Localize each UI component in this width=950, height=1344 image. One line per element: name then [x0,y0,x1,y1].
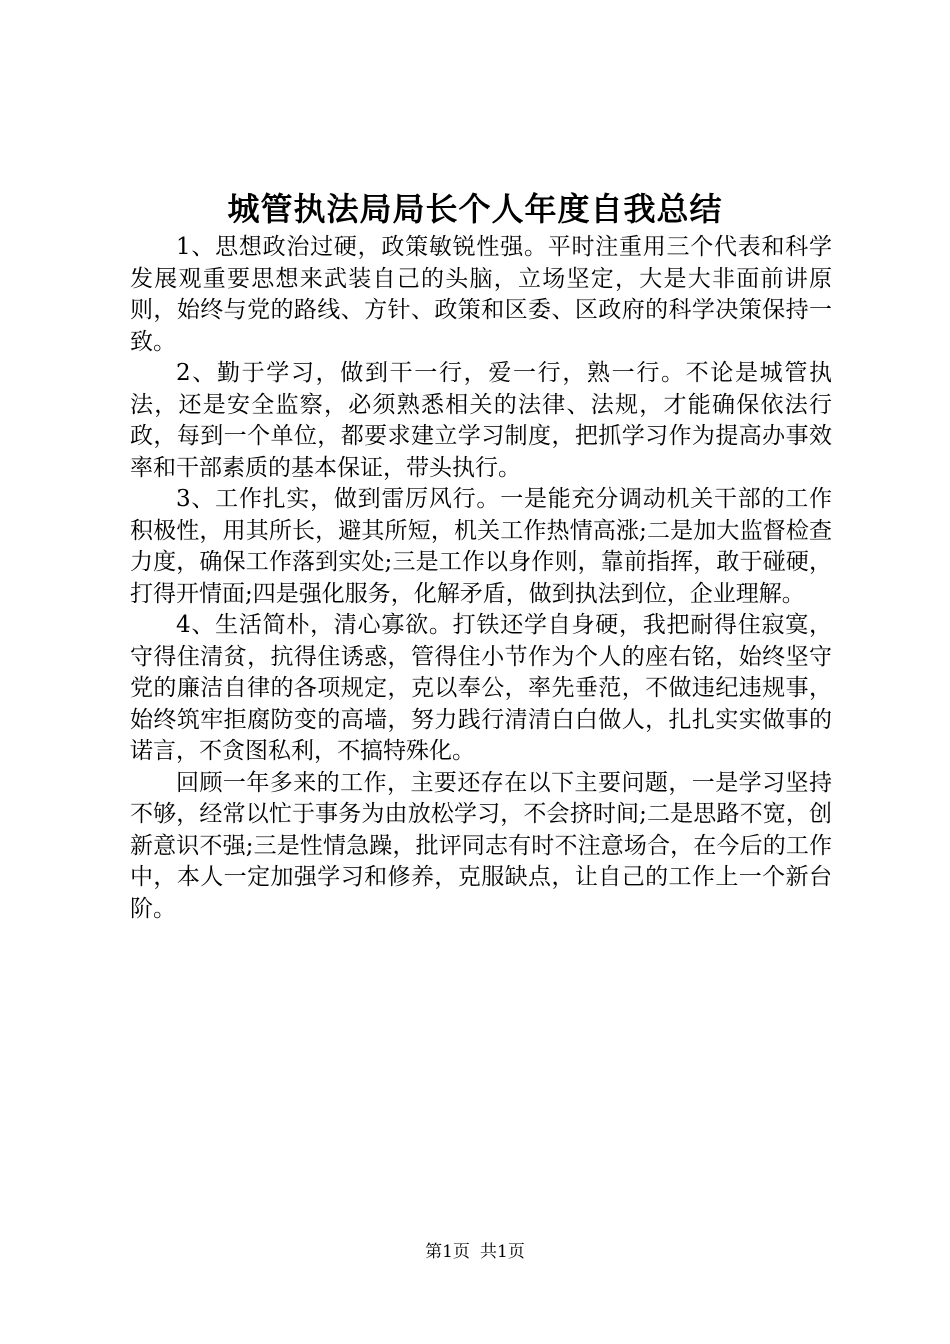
paragraph-4: 4、生活简朴，清心寡欲。打铁还学自身硬，我把耐得住寂寞，守得住清贫，抗得住诱惑，管得住小节作为个人的座右铭，始终坚守党的廉洁自律的各项规定，克以奉公，率先垂范，不做违纪违规事，始终筑牢拒腐防变的高墙，努力践行清清白白做人，扎扎实实做事的诺言，不贪图私利，不搞特殊化。 [130,612,832,764]
paragraph-5: 回顾一年多来的工作，主要还存在以下主要问题，一是学习坚持不够，经常以忙于事务为由放松学习，不会挤时间;二是思路不宽，创新意识不强;三是性情急躁，批评同志有时不注意场合，在今后的工作中，本人一定加强学习和修养，克服缺点，让自己的工作上一个新台阶。 [130,769,832,922]
page-footer [0,1240,950,1264]
page-number-current: 第1页 [425,1242,470,1262]
paragraph-3: 3、工作扎实，做到雷厉风行。一是能充分调动机关干部的工作积极性，用其所长，避其所短，机关工作热情高涨;二是加大监督检查力度，确保工作落到实处;三是工作以身作则，靠前指挥，敢于碰硬，打得开情面;四是强化服务，化解矛盾，做到执法到位，企业理解。 [130,486,832,607]
document-title: 城管执法局局长个人年度自我总结 [227,190,723,228]
page-number-total: 共1页 [480,1242,525,1262]
paragraph-1: 1、思想政治过硬，政策敏锐性强。平时注重用三个代表和科学发展观重要思想来武装自己的头脑，立场坚定，大是大非面前讲原则，始终与党的路线、方针、政策和区委、区政府的科学决策保持一致。 [130,234,832,355]
paragraph-2: 2、勤于学习，做到干一行，爱一行，熟一行。不论是城管执法，还是安全监察，必须熟悉相关的法律、法规，才能确保依法行政，每到一个单位，都要求建立学习制度，把抓学习作为提高办事效率和干部素质的基本保证，带头执行。 [130,360,832,481]
document-body [130,232,832,925]
